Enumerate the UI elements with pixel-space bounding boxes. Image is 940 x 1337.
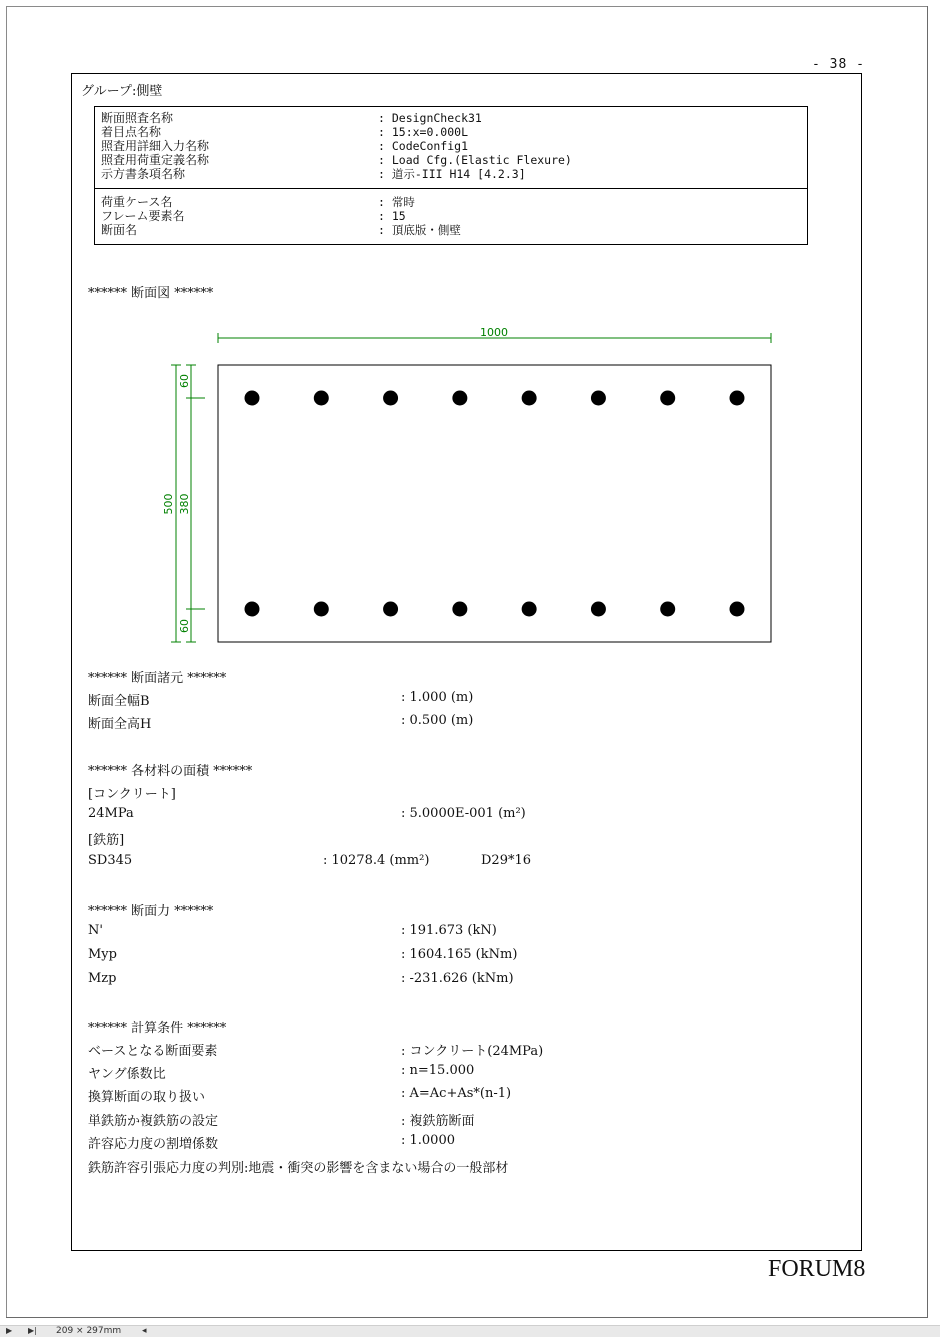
value-rebar-spec: D29*16	[481, 853, 532, 868]
page-edge-right	[927, 6, 928, 1318]
info-box-divider	[94, 188, 808, 189]
height-dimension-label: 500	[162, 493, 175, 515]
brand-logo-text: FORUM8	[768, 1256, 866, 1282]
value-young-ratio: : n=15.000	[401, 1063, 475, 1078]
rebar-bottom-5	[522, 602, 537, 617]
rebar-top-8	[730, 391, 745, 406]
rebar-top-5	[522, 391, 537, 406]
label-base-element: ベースとなる断面要素	[88, 1044, 218, 1059]
top-cover-label: 60	[178, 374, 191, 388]
label-moment-y: Myp	[88, 947, 117, 962]
info-value-check-name: : DesignCheck31	[378, 111, 482, 125]
label-rebar-grade: SD345	[88, 853, 133, 868]
label-section-height: 断面全高H	[88, 717, 152, 732]
section-diagram-heading: ****** 断面図 ******	[88, 286, 214, 301]
info-label-frame-element: フレーム要素名	[101, 209, 185, 223]
dimensions-heading: ****** 断面諸元 ******	[88, 671, 227, 686]
bottom-cover-label: 60	[178, 619, 191, 633]
page-edge-left	[6, 6, 7, 1318]
value-axial-force: : 191.673 (kN)	[401, 923, 497, 938]
inner-dimension-label: 380	[178, 493, 191, 515]
info-value-section-name: : 頂底版・側壁	[378, 223, 461, 237]
scroll-left-icon[interactable]: ◂	[142, 1326, 147, 1336]
rebar-top-1	[245, 391, 260, 406]
rebar-top-2	[314, 391, 329, 406]
value-base-element: : コンクリート(24MPa)	[401, 1044, 544, 1059]
label-concrete-grade: 24MPa	[88, 806, 134, 821]
value-section-width: : 1.000 (m)	[401, 690, 474, 705]
first-page-icon[interactable]: ▶	[6, 1326, 13, 1335]
info-value-load-case: : 常時	[378, 195, 415, 209]
rebar-bottom-4	[452, 602, 467, 617]
rebar-header: [鉄筋]	[88, 833, 125, 848]
info-label-code-clause: 示方書条項名称	[101, 167, 186, 181]
concrete-header: [コンクリート]	[88, 787, 176, 802]
label-section-width: 断面全幅B	[88, 694, 150, 709]
conditions-heading: ****** 計算条件 ******	[88, 1021, 227, 1036]
info-value-point-name: : 15:x=0.000L	[378, 125, 469, 139]
value-concrete-area: : 5.0000E-001 (m²)	[401, 806, 526, 821]
page-edge-top	[6, 6, 928, 7]
info-value-load-definition: : Load Cfg.(Elastic Flexure)	[378, 153, 572, 167]
rebar-bottom-1	[245, 602, 260, 617]
rebar-stress-classification: 鉄筋許容引張応力度の判別:地震・衝突の影響を含まない場合の一般部材	[88, 1161, 509, 1176]
rebar-bottom-6	[591, 602, 606, 617]
value-moment-z: : -231.626 (kNm)	[401, 971, 514, 986]
rebar-bottom-2	[314, 602, 329, 617]
info-value-detail-config: : CodeConfig1	[378, 139, 469, 153]
width-dimension-label: 1000	[480, 326, 508, 339]
status-bar	[0, 1325, 940, 1337]
info-value-code-clause: : 道示-III H14 [4.2.3]	[378, 167, 526, 181]
label-axial-force: N'	[88, 923, 103, 938]
rebar-bottom-7	[660, 602, 675, 617]
rebar-bottom-3	[383, 602, 398, 617]
value-stress-factor: : 1.0000	[401, 1133, 455, 1148]
value-section-height: : 0.500 (m)	[401, 713, 474, 728]
info-label-detail-config: 照査用詳細入力名称	[101, 139, 210, 153]
label-transformed-section: 換算断面の取り扱い	[88, 1090, 206, 1105]
info-label-section-name: 断面名	[101, 223, 138, 237]
last-page-icon[interactable]: ▶|	[28, 1326, 37, 1335]
value-reinforcement-type: : 複鉄筋断面	[401, 1114, 475, 1129]
paper-size: 209 × 297mm	[56, 1326, 122, 1336]
label-reinforcement-type: 単鉄筋か複鉄筋の設定	[88, 1114, 219, 1129]
info-label-load-definition: 照査用荷重定義名称	[101, 153, 210, 167]
section-outline	[218, 365, 771, 642]
forces-heading: ****** 断面力 ******	[88, 904, 214, 919]
label-moment-z: Mzp	[88, 971, 117, 986]
info-value-frame-element: : 15	[378, 209, 406, 223]
info-label-point-name: 着目点名称	[101, 125, 162, 139]
rebar-top-3	[383, 391, 398, 406]
label-stress-factor: 許容応力度の割増係数	[88, 1137, 219, 1152]
group-title: グループ:側壁	[81, 84, 163, 99]
value-moment-y: : 1604.165 (kNm)	[401, 947, 518, 962]
info-label-load-case: 荷重ケース名	[101, 195, 173, 209]
page-number: - 38 -	[812, 57, 865, 72]
rebar-top-6	[591, 391, 606, 406]
section-diagram	[150, 320, 790, 650]
page-edge-bottom	[6, 1317, 928, 1318]
areas-heading: ****** 各材料の面積 ******	[88, 764, 253, 779]
rebar-top-4	[452, 391, 467, 406]
rebar-top-7	[660, 391, 675, 406]
label-young-ratio: ヤング係数比	[88, 1067, 166, 1082]
value-transformed-section: : A=Ac+As*(n-1)	[401, 1086, 512, 1101]
value-rebar-area: : 10278.4 (mm²)	[323, 853, 430, 868]
info-label-check-name: 断面照査名称	[101, 111, 174, 125]
rebar-bottom-8	[730, 602, 745, 617]
